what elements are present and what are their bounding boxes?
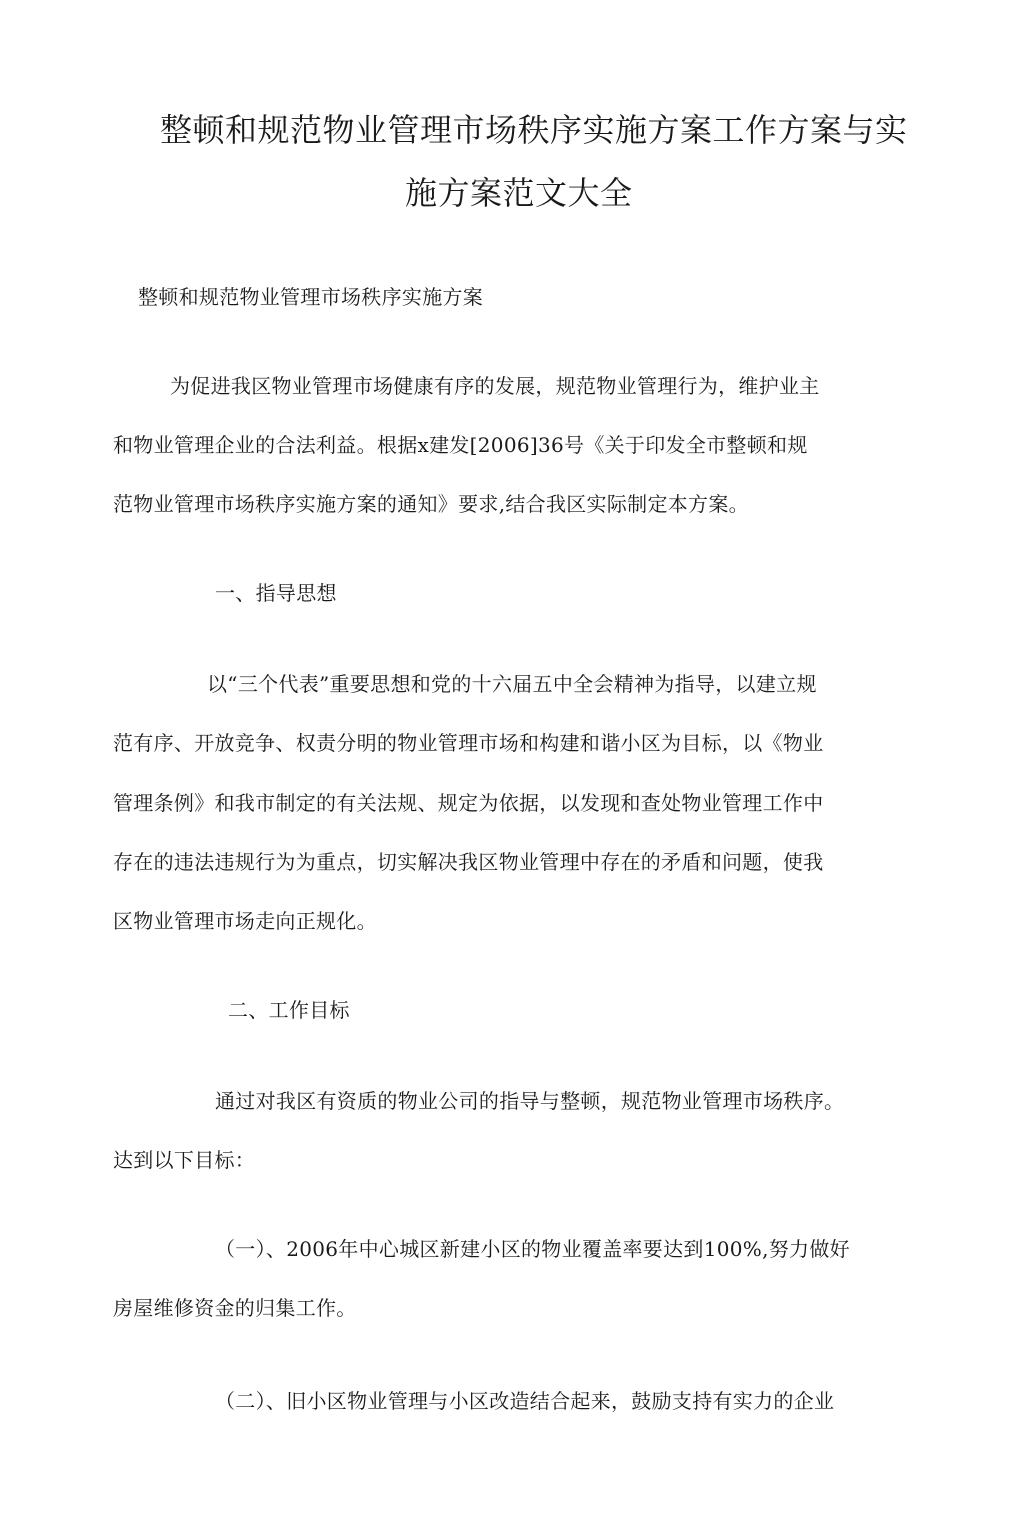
- section2-line-1: 通过对我区有资质的物业公司的指导与整顿，规范物业管理市场秩序。: [215, 1089, 845, 1113]
- section1-line-4: 存在的违法违规行为为重点，切实解决我区物业管理中存在的矛盾和问题，使我: [113, 850, 824, 874]
- section1-line-2: 范有序、开放竞争、权责分明的物业管理市场和构建和谐小区为目标，以《物业: [113, 731, 824, 755]
- document-subtitle: 整顿和规范物业管理市场秩序实施方案: [138, 285, 484, 309]
- section2-heading: 二、工作目标: [228, 998, 350, 1022]
- section1-line-5: 区物业管理市场走向正规化。: [113, 909, 377, 933]
- item1-line-1: （一）、2006年中心城区新建小区的物业覆盖率要达到100%,努力做好: [215, 1237, 850, 1261]
- section1-heading: 一、指导思想: [215, 581, 337, 605]
- intro-line-2: 和物业管理企业的合法利益。根据x建发[2006]36号《关于印发全市整顿和规: [113, 433, 808, 457]
- section1-line-1: 以“三个代表”重要思想和党的十六届五中全会精神为指导，以建立规: [207, 672, 817, 696]
- intro-line-1: 为促进我区物业管理市场健康有序的发展，规范物业管理行为，维护业主: [170, 374, 820, 398]
- section1-line-3: 管理条例》和我市制定的有关法规、规定为依据，以发现和查处物业管理工作中: [113, 791, 824, 815]
- section2-line-2: 达到以下目标：: [113, 1148, 256, 1172]
- document-title-line-2: 施方案范文大全: [405, 174, 633, 212]
- document-title-line-1: 整顿和规范物业管理市场秩序实施方案工作方案与实: [160, 111, 908, 149]
- item2-line-1: （二）、旧小区物业管理与小区改造结合起来，鼓励支持有实力的企业: [215, 1389, 835, 1413]
- intro-line-3: 范物业管理市场秩序实施方案的通知》要求,结合我区实际制定本方案。: [113, 492, 749, 516]
- item1-line-2: 房屋维修资金的归集工作。: [113, 1296, 357, 1320]
